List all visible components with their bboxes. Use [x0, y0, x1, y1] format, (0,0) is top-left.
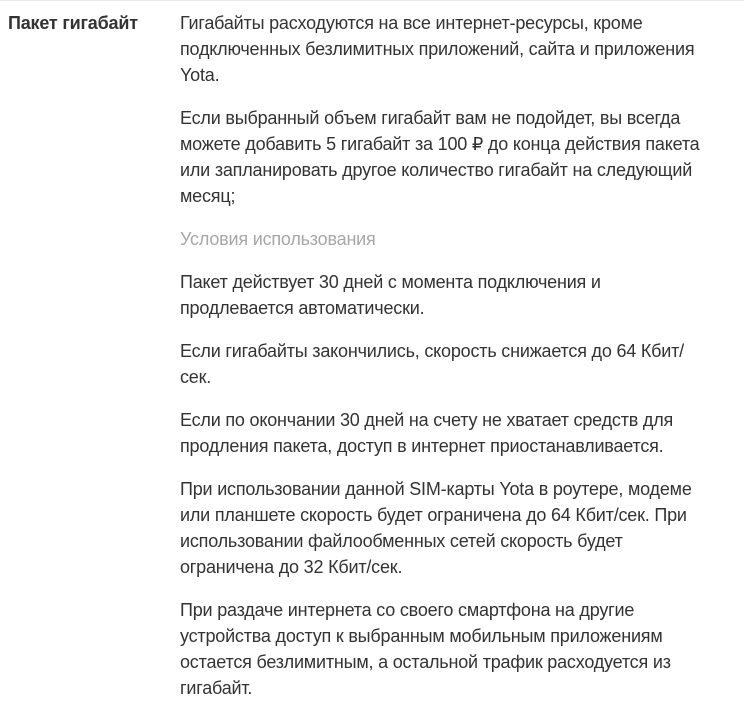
usage-terms-subheading: Условия использования [180, 229, 376, 249]
term-column [8, 10, 180, 36]
description-paragraph: Если гигабайты закончились, скорость снижается до 64 Кбит/сек. [180, 341, 684, 387]
description-paragraph: Гигабайты расходуются на все интернет-ресурсы, кроме подключенных безлимитных приложений, сайта и приложения Yota. [180, 13, 695, 85]
description-column [180, 10, 714, 701]
description-paragraph: Пакет действует 30 дней с момента подключения и продлевается автоматически. [180, 272, 601, 318]
description-paragraph: При раздаче интернета со своего смартфона на другие устройства доступ к выбранным мобильным приложениям остается безлимитным, а остальной трафик расходуется из гигабайт. [180, 600, 671, 698]
description-paragraph: Если выбранный объем гигабайт вам не подойдет, вы всегда можете добавить 5 гигабайт за 100 ₽ до конца действия пакета или запланировать другое количество гигабайт на следующий месяц; [180, 108, 700, 206]
section-term-title: Пакет гигабайт [8, 13, 138, 33]
description-paragraph: Если по окончании 30 дней на счету не хватает средств для продления пакета, доступ в интернет приостанавливается. [180, 410, 674, 456]
description-paragraph: При использовании данной SIM-карты Yota в роутере, модеме или планшете скорость будет ограничена до 64 Кбит/сек. При использовании файлообменных сетей скорость будет ограничена до 32 Кбит/сек. [180, 479, 692, 577]
